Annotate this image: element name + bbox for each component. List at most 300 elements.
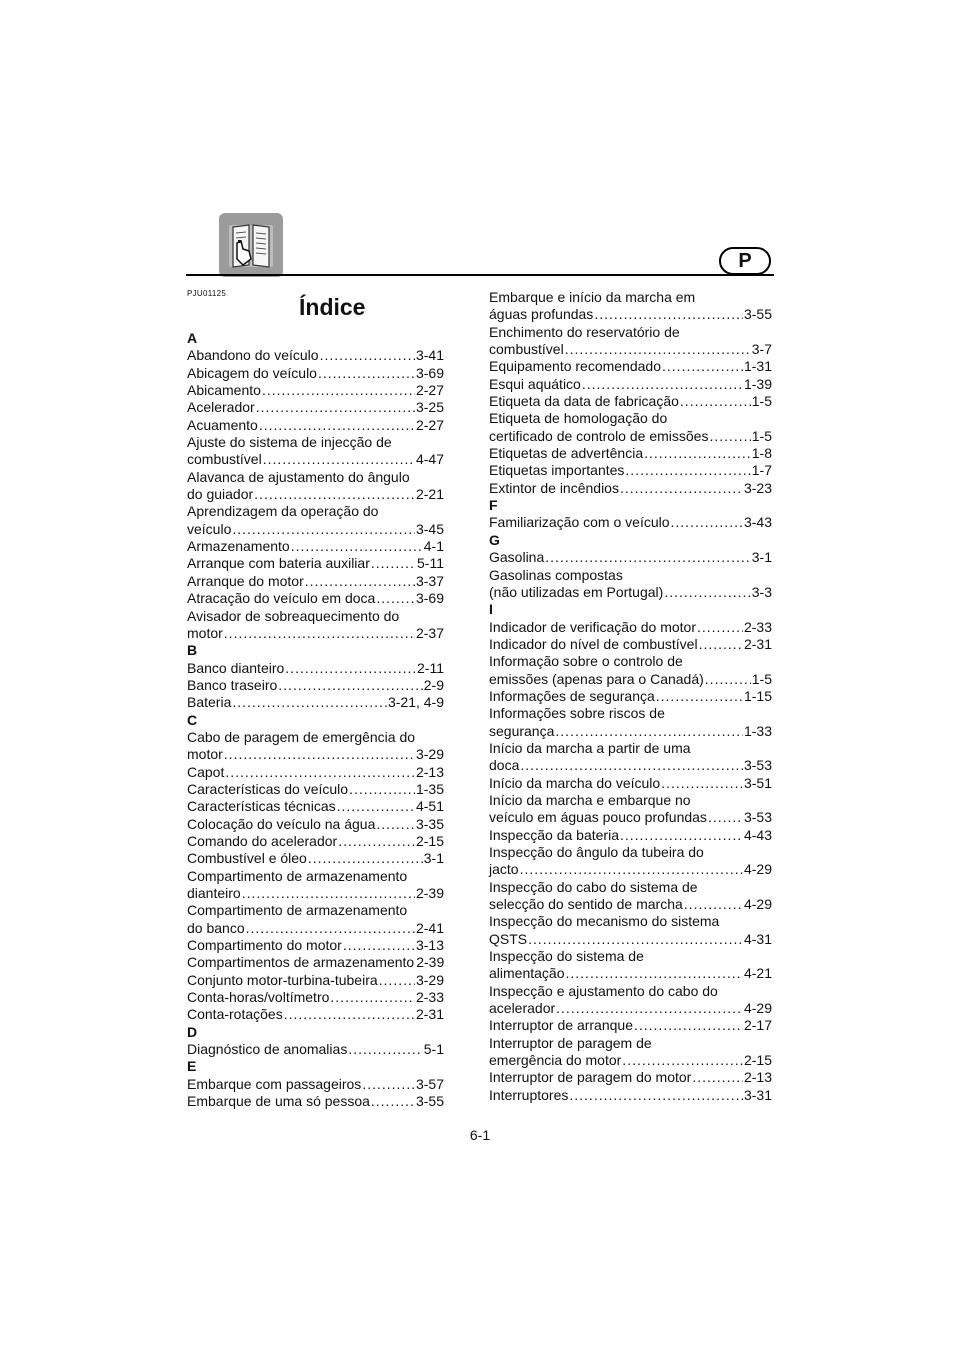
index-letter-heading: B xyxy=(187,642,198,659)
index-entry-text: Conjunto motor-turbina-tubeira xyxy=(187,971,378,988)
index-page-ref: 2-37 xyxy=(415,624,444,641)
index-entry-text: Inspecção do sistema de xyxy=(489,948,644,965)
dot-leader xyxy=(664,584,750,601)
index-entry-text: segurança xyxy=(489,722,555,739)
index-entry-line xyxy=(187,347,444,364)
index-entry-text: Compartimentos de armazenamento xyxy=(187,954,415,971)
dot-leader xyxy=(705,671,751,688)
index-entry-line xyxy=(187,1076,444,1093)
dot-leader xyxy=(305,573,415,590)
index-entry-text: Interruptor de paragem do motor xyxy=(489,1069,692,1086)
index-entry-line xyxy=(489,358,772,375)
index-entry-text: Esqui aquático xyxy=(489,375,581,392)
index-page-ref: 3-35 xyxy=(415,815,444,832)
index-entry-text: Comando do acelerador xyxy=(187,832,338,849)
index-page-ref: 1-15 xyxy=(743,687,772,704)
index-page-ref: 3-41 xyxy=(415,347,444,364)
dot-leader xyxy=(291,538,423,555)
index-entry-text: Inspecção e ajustamento do cabo do xyxy=(489,982,718,999)
index-entry-text: Abicagem do veículo xyxy=(187,364,317,381)
dot-leader xyxy=(622,1052,743,1069)
index-entry-line xyxy=(489,636,772,653)
index-entry-text: Características do veículo xyxy=(187,780,349,797)
index-page-ref: 4-51 xyxy=(415,798,444,815)
index-entry-text: motor xyxy=(187,746,223,763)
index-entry-text: QSTS xyxy=(489,930,528,947)
index-letter-heading: C xyxy=(187,711,198,728)
header-rule xyxy=(186,274,774,276)
index-page-ref: 1-31 xyxy=(743,358,772,375)
index-entry-line xyxy=(187,833,444,850)
dot-leader xyxy=(620,827,743,844)
index-page-ref: 1-8 xyxy=(751,445,772,462)
index-entry-text: Compartimento do motor xyxy=(187,937,342,954)
dot-leader xyxy=(699,636,743,653)
index-entry-line xyxy=(489,740,772,757)
index-entry-line xyxy=(187,1041,444,1058)
index-entry-text: Embarque com passageiros xyxy=(187,1075,362,1092)
index-entry-line xyxy=(187,677,444,694)
index-entry-line xyxy=(489,965,772,982)
index-page-ref: 3-29 xyxy=(415,971,444,988)
index-entry-text: Ajuste do sistema de injecção de xyxy=(187,434,392,451)
index-page-ref: 3-37 xyxy=(415,572,444,589)
index-entry-line xyxy=(187,816,444,833)
index-entry-text: acelerador xyxy=(489,1000,556,1017)
index-entry-text: Cabo de paragem de emergência do xyxy=(187,728,416,745)
dot-leader xyxy=(338,833,415,850)
index-entry-text: do guiador xyxy=(187,486,254,503)
index-entry-line xyxy=(489,289,772,306)
index-page-ref: 3-53 xyxy=(743,757,772,774)
index-entry-line xyxy=(187,920,444,937)
index-entry-text: Armazenamento xyxy=(187,538,290,555)
index-entry-text: Informação sobre o controlo de xyxy=(489,653,683,670)
index-entry-text: Conta-rotações xyxy=(187,1006,283,1023)
index-entry-line xyxy=(187,608,444,625)
dot-leader xyxy=(376,816,415,833)
index-page-ref: 3-13 xyxy=(415,937,444,954)
index-entry-text: Acuamento xyxy=(187,416,258,433)
index-page-ref: 2-39 xyxy=(416,954,445,971)
index-page-ref: 1-39 xyxy=(743,375,772,392)
index-entry-line xyxy=(187,521,444,538)
index-page-ref: 3-43 xyxy=(743,514,772,531)
index-entry-line xyxy=(187,451,444,468)
index-page-ref: 4-1 xyxy=(423,538,444,555)
index-entry-line xyxy=(489,1087,772,1104)
index-page-ref: 4-21 xyxy=(743,965,772,982)
index-page-ref: 2-17 xyxy=(743,1017,772,1034)
index-entry-text: (não utilizadas em Portugal) xyxy=(489,583,664,600)
index-entry-text: Embarque e início da marcha em xyxy=(489,289,696,305)
index-entry-line xyxy=(489,757,772,774)
index-entry-line xyxy=(187,573,444,590)
dot-leader xyxy=(684,896,743,913)
index-entry-line xyxy=(489,514,772,531)
index-entry-line xyxy=(187,1006,444,1023)
dot-leader xyxy=(594,306,743,323)
index-entry-text: Extintor de incêndios xyxy=(489,479,619,496)
index-entry-text: certificado de controlo de emissões xyxy=(489,427,709,444)
index-entry-line xyxy=(489,688,772,705)
index-entry-text: dianteiro xyxy=(187,885,241,901)
dot-leader xyxy=(348,1041,422,1058)
language-badge: P xyxy=(719,247,771,275)
index-entry-line xyxy=(489,324,772,341)
dot-leader xyxy=(225,764,415,781)
index-page-ref: 3-55 xyxy=(415,1093,444,1110)
index-entry-line xyxy=(489,948,772,965)
index-entry-text: doca xyxy=(489,757,520,774)
index-page-ref: 1-5 xyxy=(751,670,772,687)
index-entry-text: Compartimento de armazenamento xyxy=(187,902,408,919)
index-entry-text: Acelerador xyxy=(187,399,255,416)
index-entry-text: Atracação do veículo em doca xyxy=(187,590,376,607)
index-entry-line xyxy=(187,989,444,1006)
index-entry-text: Diagnóstico de anomalias xyxy=(187,1041,348,1058)
dot-leader xyxy=(565,341,751,358)
dot-leader xyxy=(634,1017,743,1034)
index-entry-text: Aprendizagem da operação do xyxy=(187,503,379,520)
dot-leader xyxy=(285,660,416,677)
index-entry-text: Familiarização com o veículo xyxy=(489,514,670,531)
index-page-ref: 1-5 xyxy=(751,393,772,410)
index-page-ref: 2-15 xyxy=(743,1052,772,1069)
index-entry-text: Interruptores xyxy=(489,1086,569,1103)
dot-leader xyxy=(318,365,415,382)
dot-leader xyxy=(284,1006,415,1023)
index-entry-line xyxy=(187,937,444,954)
index-entry-line xyxy=(489,1069,772,1086)
index-entry-line xyxy=(489,983,772,1000)
dot-leader xyxy=(520,757,743,774)
index-entry-text: Indicador do nível de combustível xyxy=(489,635,698,652)
dot-leader xyxy=(556,1000,743,1017)
index-entry-text: Inspecção do mecanismo do sistema xyxy=(489,913,720,930)
index-entry-text: emissões (apenas para o Canadá) xyxy=(489,670,704,687)
index-entry-line xyxy=(489,1052,772,1069)
index-letter-heading: F xyxy=(489,497,498,514)
dot-leader xyxy=(246,920,415,937)
dot-leader xyxy=(661,775,743,792)
dot-leader xyxy=(379,972,415,989)
index-entry-line xyxy=(187,365,444,382)
index-entry-line xyxy=(187,538,444,555)
index-entry-line xyxy=(489,410,772,427)
index-entry-line xyxy=(187,972,444,989)
index-entry-line xyxy=(187,503,444,520)
dot-leader xyxy=(242,885,415,902)
index-entry-text: Bateria xyxy=(187,694,232,711)
dot-leader xyxy=(278,677,422,694)
index-page-ref: 2-33 xyxy=(415,989,444,1006)
dot-leader xyxy=(520,861,743,878)
index-page-ref: 4-43 xyxy=(743,826,772,843)
dot-leader xyxy=(625,462,750,479)
dot-leader xyxy=(566,965,743,982)
dot-leader xyxy=(697,619,743,636)
index-page-ref: 3-57 xyxy=(415,1075,444,1092)
index-entry-text: Interruptor de arranque xyxy=(489,1017,633,1034)
index-page-ref: 1-35 xyxy=(415,780,444,797)
index-entry-line xyxy=(489,480,772,497)
index-entry-line xyxy=(187,660,444,677)
dot-leader xyxy=(308,850,423,867)
index-entry-text: Equipamento recomendado xyxy=(489,358,662,375)
index-entry-line xyxy=(187,399,444,416)
index-page-ref: 2-31 xyxy=(743,635,772,652)
index-page-ref: 2-33 xyxy=(743,618,772,635)
index-entry-line xyxy=(187,746,444,763)
dot-leader xyxy=(254,486,415,503)
index-entry-line xyxy=(187,555,444,572)
dot-leader xyxy=(582,376,743,393)
index-entry-line xyxy=(489,844,772,861)
index-entry-line xyxy=(489,428,772,445)
index-page-ref: 3-1 xyxy=(751,549,772,566)
index-page-ref: 3-29 xyxy=(415,746,444,763)
dot-leader xyxy=(692,1069,743,1086)
page-number: 6-1 xyxy=(469,1127,491,1143)
index-entry-text: águas profundas xyxy=(489,306,594,323)
index-entry-text: Inspecção do cabo do sistema de xyxy=(489,878,698,895)
dot-leader xyxy=(620,480,743,497)
index-entry-line xyxy=(489,723,772,740)
index-entry-text: Compartimento de armazenamento xyxy=(187,867,408,884)
index-entry-text: Indicador de verificação do motor xyxy=(489,618,696,635)
dot-leader xyxy=(528,931,743,948)
index-entry-text: Interruptor de paragem de xyxy=(489,1034,652,1051)
index-entry-line xyxy=(187,625,444,642)
index-entry-text: do banco xyxy=(187,919,245,936)
index-entry-line xyxy=(187,798,444,815)
dot-leader xyxy=(656,688,743,705)
index-entry-line xyxy=(489,445,772,462)
index-entry-text: Arranque do motor xyxy=(187,572,304,589)
index-page-ref: 4-47 xyxy=(415,451,444,468)
dot-leader xyxy=(232,521,415,538)
index-entry-line xyxy=(187,417,444,434)
index-entry-text: Arranque com bateria auxiliar xyxy=(187,555,370,572)
dot-leader xyxy=(545,549,751,566)
index-page-ref: 4-31 xyxy=(743,930,772,947)
index-entry-text: Abicamento xyxy=(187,382,261,399)
index-entry-line xyxy=(489,393,772,410)
index-entry-line xyxy=(187,902,444,919)
dot-leader xyxy=(337,798,415,815)
index-entry-line xyxy=(489,341,772,358)
index-entry-line xyxy=(489,671,772,688)
index-page-ref: 3-31 xyxy=(743,1086,772,1103)
index-page-ref: 3-3 xyxy=(751,583,772,600)
index-entry-line xyxy=(489,792,772,809)
index-entry-text: Inspecção da bateria xyxy=(489,826,619,843)
index-entry-text: Conta-horas/voltímetro xyxy=(187,989,330,1006)
index-entry-line xyxy=(187,868,444,885)
index-page-ref: 3-51 xyxy=(743,774,772,791)
index-entry-line xyxy=(489,462,772,479)
dot-leader xyxy=(371,555,416,572)
dot-leader xyxy=(349,781,415,798)
index-entry-line xyxy=(187,954,444,971)
index-page-ref: 2-39 xyxy=(415,885,444,901)
index-entry-text: Inspecção do ângulo da tubeira do xyxy=(489,844,704,860)
dot-leader xyxy=(680,393,751,410)
index-entry-line xyxy=(187,1093,444,1110)
index-entry-line xyxy=(187,729,444,746)
index-entry-text: selecção do sentido de marcha xyxy=(489,896,683,913)
index-entry-line xyxy=(489,827,772,844)
index-page-ref: 2-27 xyxy=(415,416,444,433)
index-entry-text: Informações sobre riscos de xyxy=(489,705,665,722)
index-entry-text: Início da marcha a partir de uma xyxy=(489,739,691,756)
index-entry-text: Gasolinas compostas xyxy=(489,566,623,583)
index-entry-text: Banco dianteiro xyxy=(187,659,285,676)
index-page-ref: 5-1 xyxy=(423,1041,444,1058)
index-entry-line xyxy=(187,764,444,781)
index-entry-text: Etiqueta de homologação do xyxy=(489,410,668,427)
dot-leader xyxy=(555,723,743,740)
index-page-ref: 3-53 xyxy=(743,809,772,826)
index-entry-line xyxy=(489,567,772,584)
index-entry-line xyxy=(187,850,444,867)
dot-leader xyxy=(644,445,751,462)
index-entry-line xyxy=(489,653,772,670)
index-entry-line xyxy=(489,896,772,913)
index-entry-text: Características técnicas xyxy=(187,798,336,815)
index-entry-text: Combustível e óleo xyxy=(187,850,307,867)
index-page-ref: 3-45 xyxy=(415,520,444,537)
index-entry-text: combustível xyxy=(489,341,564,358)
index-entry-line xyxy=(489,1000,772,1017)
index-entry-line xyxy=(489,861,772,878)
index-page-ref: 2-15 xyxy=(415,832,444,849)
index-entry-line xyxy=(489,1035,772,1052)
index-page-ref: 2-13 xyxy=(415,763,444,780)
index-entry-line xyxy=(489,775,772,792)
dot-leader xyxy=(256,399,415,416)
index-entry-text: jacto xyxy=(489,861,519,878)
index-entry-line xyxy=(187,885,444,902)
index-page-ref: 1-33 xyxy=(743,722,772,739)
index-page-ref: 4-29 xyxy=(743,1000,772,1017)
index-entry-line xyxy=(489,705,772,722)
index-entry-line xyxy=(489,913,772,930)
dot-leader xyxy=(263,451,415,468)
index-entry-line xyxy=(489,879,772,896)
index-entry-line xyxy=(489,619,772,636)
index-entry-line xyxy=(187,590,444,607)
index-entry-line xyxy=(187,434,444,451)
index-entry-line xyxy=(489,584,772,601)
index-column-right xyxy=(489,289,772,1104)
index-entry-text: alimentação xyxy=(489,965,565,982)
index-entry-text: veículo xyxy=(187,520,232,537)
dot-leader xyxy=(259,417,415,434)
dot-leader xyxy=(708,809,743,826)
index-entry-text: veículo em águas pouco profundas xyxy=(489,809,707,826)
index-entry-text: Abandono do veículo xyxy=(187,347,319,364)
index-page-ref: 3-25 xyxy=(415,399,444,416)
page-title: Índice xyxy=(299,294,366,320)
index-page-ref: 3-21, 4-9 xyxy=(387,694,444,711)
index-entry-text: emergência do motor xyxy=(489,1052,622,1069)
index-entry-text: Avisador de sobreaquecimento do xyxy=(187,607,400,624)
index-entry-text: combustível xyxy=(187,451,262,468)
index-entry-text: Informações de segurança xyxy=(489,687,655,704)
dot-leader xyxy=(362,1076,415,1093)
dot-leader xyxy=(262,382,415,399)
dot-leader xyxy=(371,1093,415,1110)
index-entry-text: Etiquetas de advertência xyxy=(489,445,644,462)
dot-leader xyxy=(232,694,387,711)
book-hand-icon xyxy=(219,213,283,277)
dot-leader xyxy=(569,1087,743,1104)
dot-leader xyxy=(343,937,415,954)
dot-leader xyxy=(376,590,415,607)
index-page-ref: 2-31 xyxy=(415,1006,444,1023)
index-letter-heading: G xyxy=(489,531,500,548)
index-entry-text: motor xyxy=(187,624,223,641)
index-entry-line xyxy=(489,549,772,566)
index-page-ref: 2-9 xyxy=(423,676,444,693)
index-entry-text: Enchimento do reservatório de xyxy=(489,323,680,340)
index-letter-heading: I xyxy=(489,601,493,618)
index-entry-line xyxy=(489,931,772,948)
index-entry-line xyxy=(187,694,444,711)
index-entry-text: Embarque de uma só pessoa xyxy=(187,1093,370,1110)
index-page-ref: 3-55 xyxy=(743,306,772,323)
index-entry-line xyxy=(489,809,772,826)
index-page-ref: 2-27 xyxy=(415,382,444,399)
index-page-ref: 1-7 xyxy=(751,462,772,479)
dot-leader xyxy=(671,514,743,531)
index-page-ref: 2-13 xyxy=(743,1069,772,1086)
index-entry-text: Início da marcha e embarque no xyxy=(489,791,691,808)
index-page-ref: 5-11 xyxy=(417,555,444,572)
dot-leader xyxy=(224,625,415,642)
index-letter-heading: A xyxy=(187,330,198,346)
index-page-ref: 2-41 xyxy=(415,919,444,936)
index-entry-text: Banco traseiro xyxy=(187,676,278,693)
index-entry-text: Início da marcha do veículo xyxy=(489,774,661,791)
index-entry-text: Etiquetas importantes xyxy=(489,462,625,479)
index-column-left xyxy=(187,330,444,1110)
index-page-ref: 3-23 xyxy=(743,479,772,496)
index-page-ref: 1-5 xyxy=(751,427,772,444)
index-entry-text: Gasolina xyxy=(489,549,545,566)
index-page-ref: 3-69 xyxy=(415,364,444,381)
index-letter-heading: E xyxy=(187,1058,197,1075)
index-entry-text: Capot xyxy=(187,763,225,780)
index-entry-line xyxy=(489,306,772,323)
index-letter-heading: D xyxy=(187,1023,198,1040)
index-entry-line xyxy=(489,1017,772,1034)
index-entry-line xyxy=(187,781,444,798)
dot-leader xyxy=(709,428,750,445)
index-page-ref: 3-1 xyxy=(423,850,444,867)
index-entry-text: Colocação do veículo na água xyxy=(187,815,376,832)
index-entry-line xyxy=(489,376,772,393)
index-entry-line xyxy=(187,486,444,503)
index-page-ref: 4-29 xyxy=(743,861,772,878)
index-page-ref: 3-7 xyxy=(751,341,772,358)
index-entry-line xyxy=(187,469,444,486)
index-entry-line xyxy=(187,382,444,399)
index-page-ref: 4-29 xyxy=(743,896,772,913)
index-entry-text: Alavanca de ajustamento do ângulo xyxy=(187,468,410,485)
